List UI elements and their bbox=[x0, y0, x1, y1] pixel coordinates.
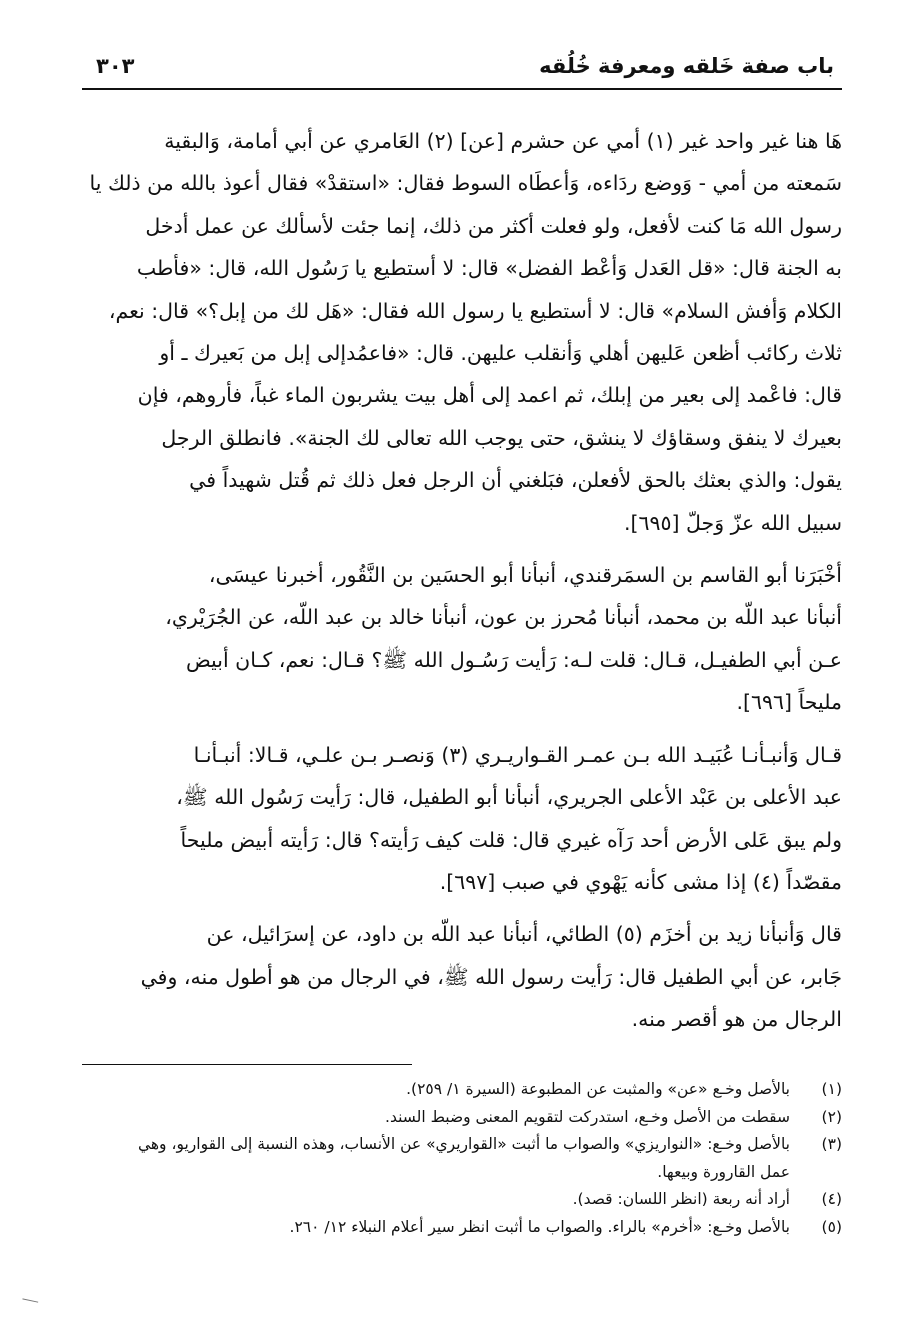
footnote-text bbox=[80, 1131, 790, 1186]
footnote-1 bbox=[80, 1076, 842, 1104]
scan-mark bbox=[22, 1298, 38, 1305]
footnote-line: أراد أنه ربعة (انظر اللسان: قصد). bbox=[572, 1190, 790, 1208]
paragraph-1 bbox=[80, 120, 842, 544]
footnote-5 bbox=[80, 1214, 842, 1242]
text-line: سَمعته من أمي - وَوضع ردَاءه، وَأعطَاه السوط فقال: «استقدْ» فقال أعوذ بالله من ذلك يا bbox=[89, 171, 842, 196]
paragraph-2 bbox=[80, 554, 842, 724]
footnote-line: عمل القارورة وبيعها. bbox=[657, 1162, 790, 1181]
footnote-4 bbox=[80, 1186, 842, 1214]
footnotes bbox=[80, 1076, 842, 1241]
footnote-line: بالأصل وخـع: «أخرم» بالراء. والصواب ما أثبت انظر سير أعلام النبلاء ١٢/ ٢٦٠. bbox=[289, 1217, 790, 1236]
text-line: عبد الأعلى بن عَبْد الأعلى الجريري، أنبأنا أبو الطفيل، قال: رَأيت رَسُول الله ﷺ، bbox=[176, 785, 842, 810]
footnote-2 bbox=[80, 1104, 842, 1132]
text-line: قال وَأنبأنا زيد بن أخزَم (٥) الطائي، أنبأنا عبد اللّه بن داود، عن إسرَائيل، عن bbox=[206, 922, 842, 947]
text-line: ولم يبق عَلى الأرض أحد رَآه غيري قال: قلت كيف رَأيته؟ قال: رَأيته أبيض مليحاً bbox=[180, 827, 842, 852]
text-line: قـال وَأنبـأنـا عُبَيـد الله بـن عمـر القـواريـري (٣) وَنصـر بـن علـي، قـالا: أنبـأنـا bbox=[193, 742, 842, 767]
text-line: جَابر، عن أبي الطفيل قال: رَأيت رسول الله ﷺ، في الرجال من هو أطول منه، وفي bbox=[140, 964, 842, 989]
header-rule bbox=[82, 88, 842, 90]
footnote-text bbox=[80, 1186, 790, 1214]
text-line: رسول الله مَا كنت لأفعل، ولو فعلت أكثر من ذلك، إنما جئت لأسألك عن عمل أدخل bbox=[145, 213, 842, 238]
footnote-number: (٤) bbox=[821, 1190, 842, 1208]
footnote-rule bbox=[82, 1064, 412, 1065]
footnote-text bbox=[80, 1214, 790, 1242]
footnote-line: سقطت من الأصل وخـع، استدركت لتقويم المعنى وضبط السند. bbox=[385, 1107, 790, 1126]
text-line: أخْبَرَنا أبو القاسم بن السمَرقندي، أنبأنا أبو الحسَين بن النَّقُور، أخبرنا عيسَى، bbox=[208, 563, 842, 588]
footnote-line: بالأصل وخـع «عن» والمثبت عن المطبوعة (السيرة ١/ ٢٥٩). bbox=[406, 1080, 790, 1098]
footnote-number: (٣) bbox=[821, 1135, 842, 1153]
running-title: باب صفة خَلقه ومعرفة خُلُقه bbox=[539, 54, 834, 78]
text-line: يقول: والذي بعثك بالحق لأفعلن، فبَلغني أن الرجل فعل ذلك ثم قُتل شهيداً في bbox=[189, 468, 842, 493]
text-line: ثلاث ركائب أظعن عَليهن أهلي وَأنقلب عليهن. قال: «فاعمُدإلى إبل من بَعيرك ـ أو bbox=[159, 341, 842, 366]
text-line: سبيل الله عزّ وَجلّ [٦٩٥]. bbox=[623, 510, 842, 535]
footnote-line: بالأصل وخـع: «النواريزي» والصواب ما أثبت «القواريري» عن الأنساب، وهذه النسبة إلى القواريو، وهي bbox=[137, 1135, 790, 1153]
paragraph-4 bbox=[80, 913, 842, 1040]
body-text bbox=[80, 120, 842, 1041]
footnote-number: (٥) bbox=[821, 1217, 842, 1236]
text-line: قال: فاعْمد إلى بعير من إبلك، ثم اعمد إلى أهل بيت يشربون الماء غباً، فأروهم، فإن bbox=[137, 383, 842, 408]
footnote-number: (١) bbox=[821, 1080, 842, 1098]
text-line: هَا هنا غير واحد غير (١) أمي عن حشرم [عن] (٢) العَامري عن أبي أمامة، وَالبقية bbox=[164, 129, 842, 153]
text-line: الكلام وَأفش السلام» قال: لا أستطيع يا رسول الله فقال: «هَل لك من إبل؟» قال: نعم، bbox=[108, 298, 842, 323]
text-line: مليحاً [٦٩٦]. bbox=[736, 690, 842, 715]
text-line: الرجال من هو أقصر منه. bbox=[631, 1007, 842, 1032]
footnote-text bbox=[80, 1104, 790, 1132]
page-number: ٣٠٣ bbox=[96, 54, 135, 78]
footnote-number: (٢) bbox=[821, 1107, 842, 1126]
text-line: أنبأنا عبد اللّه بن محمد، أنبأنا مُحرز بن عون، أنبأنا خالد بن عبد اللّه، عن الجُرَيْري، bbox=[165, 605, 842, 630]
footnote-3 bbox=[80, 1131, 842, 1186]
text-line: مقصّداً (٤) إذا مشى كأنه يَهْوي في صبب [٦٩٧]. bbox=[439, 869, 842, 894]
text-line: بعيرك لا ينفق وسقاؤك لا ينشق، حتى يوجب الله تعالى لك الجنة». فانطلق الرجل bbox=[161, 425, 842, 450]
text-line: به الجنة قال: «قل العَدل وَأعْط الفضل» قال: لا أستطيع يا رَسُول الله، قال: «فأطب bbox=[136, 256, 842, 281]
footnote-text bbox=[80, 1076, 790, 1104]
text-line: عـن أبي الطفيـل، قـال: قلت لـه: رَأيت رَسُـول الله ﷺ؟ قـال: نعم، كـان أبيض bbox=[185, 647, 842, 672]
paragraph-3 bbox=[80, 734, 842, 904]
